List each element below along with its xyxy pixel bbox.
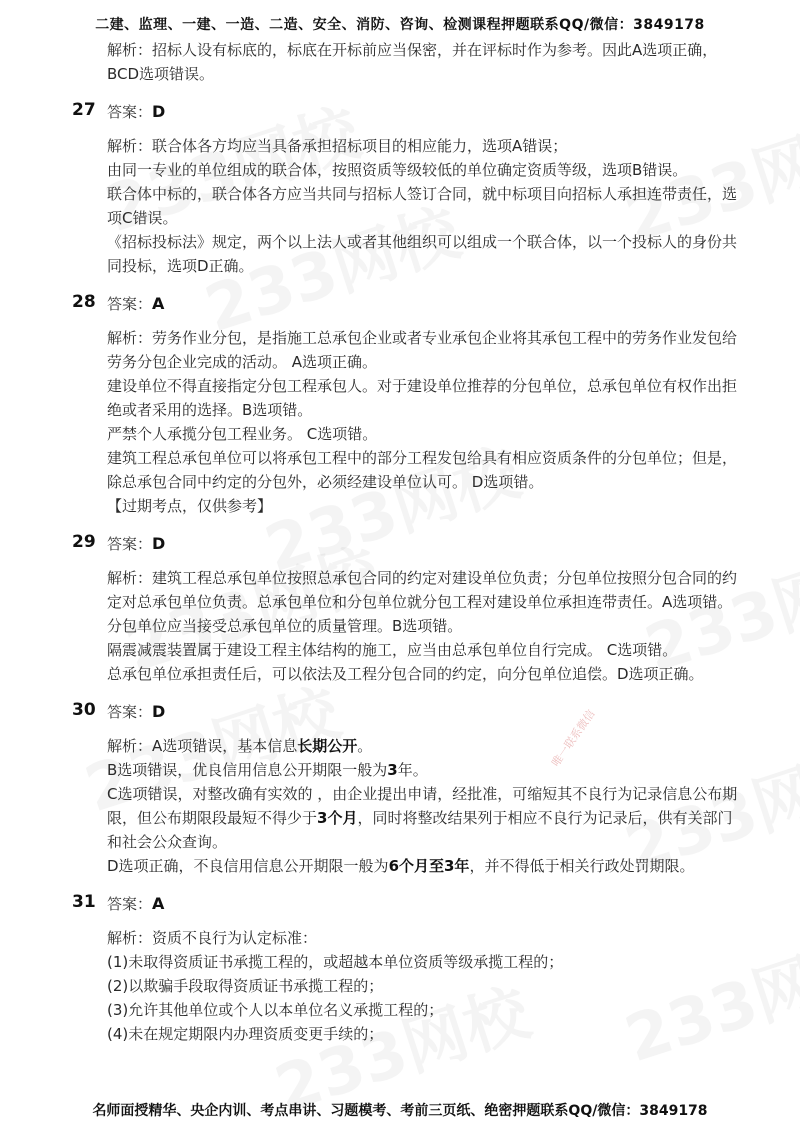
answer-label: 答案： bbox=[107, 703, 153, 721]
question-28-header bbox=[0, 292, 800, 316]
q31-line-3: (2)以欺骗手段取得资质证书承揽工程的； bbox=[107, 977, 384, 995]
q30-line-4 bbox=[107, 854, 747, 878]
answer-line bbox=[107, 101, 165, 122]
q28-line-1: 解析：劳务作业分包，是指施工总承包企业或者专业承包企业将其承包工程中的劳务作业发包给劳务分包企业完成的活动。 A选项正确。 bbox=[107, 329, 738, 371]
text: 。 bbox=[357, 737, 373, 755]
q29-line-3: 隔震减震装置属于建设工程主体结构的施工，应当由总承包单位自行完成。 C选项错。 bbox=[107, 641, 678, 659]
emphasis: 3个月 bbox=[317, 809, 358, 827]
question-number: 31 bbox=[72, 892, 96, 912]
answer-value: D bbox=[152, 534, 166, 553]
question-number: 30 bbox=[72, 700, 96, 720]
q28-note: 【过期考点，仅供参考】 bbox=[107, 497, 273, 515]
answer-line bbox=[107, 533, 165, 554]
answer-value: A bbox=[152, 894, 165, 913]
q29-line-1: 解析：建筑工程总承包单位按照总承包合同的约定对建设单位负责；分包单位按照分包合同的约定对总承包单位负责。总承包单位和分包单位就分包工程对建设单位承担连带责任。A选项错。 bbox=[107, 569, 738, 611]
emphasis: 长期公开 bbox=[297, 737, 358, 755]
q31-line-1: 解析：资质不良行为认定标准： bbox=[107, 929, 318, 947]
answer-value: A bbox=[152, 294, 165, 313]
question-31-header bbox=[0, 892, 800, 916]
q28-line-2: 建设单位不得直接指定分包工程承包人。对于建设单位推荐的分包单位，总承包单位有权作出拒绝或者采用的选择。B选项错。 bbox=[107, 377, 738, 419]
q30-line-3 bbox=[107, 782, 747, 854]
q28-line-4: 建筑工程总承包单位可以将承包工程中的部分工程发包给具有相应资质条件的分包单位；但是，除总承包合同中约定的分包外，必须经建设单位认可。 D选项错。 bbox=[107, 449, 738, 491]
document-body bbox=[0, 38, 800, 1046]
q31-line-4: (3)允许其他单位或个人以本单位名义承揽工程的； bbox=[107, 1001, 444, 1019]
text: ，并不得低于相关行政处罚期限。 bbox=[469, 857, 695, 875]
answer-value: D bbox=[152, 102, 166, 121]
answer-line bbox=[107, 893, 164, 914]
q31-line-2: (1)未取得资质证书承揽工程的，或超越本单位资质等级承揽工程的； bbox=[107, 953, 564, 971]
question-27-header bbox=[0, 100, 800, 124]
question-number: 28 bbox=[72, 292, 96, 312]
answer-line bbox=[107, 293, 164, 314]
q30-line-1 bbox=[107, 734, 747, 758]
intro-explanation: 解析：招标人设有标底的，标底在开标前应当保密，并在评标时作为参考。因此A选项正确，BCD选项错误。 bbox=[107, 41, 718, 83]
text: 解析：A选项错误，基本信息 bbox=[107, 737, 298, 755]
side-stamp: 唯一联系微信 bbox=[549, 707, 598, 770]
q27-line-2: 由同一专业的单位组成的联合体，按照资质等级较低的单位确定资质等级，选项B错误。 bbox=[107, 161, 688, 179]
q27-line-4: 《招标投标法》规定，两个以上法人或者其他组织可以组成一个联合体，以一个投标人的身份共同投标，选项D正确。 bbox=[107, 233, 738, 275]
q30-line-2 bbox=[107, 758, 747, 782]
q27-line-3: 联合体中标的，联合体各方应当共同与招标人签订合同，就中标项目向招标人承担连带责任，选项C错误。 bbox=[107, 185, 738, 227]
answer-line bbox=[107, 701, 165, 722]
text: C选项错误，对整改确有实效的 ，由企业提出申请，经批准，可缩短其不良行为记录信息公布期限，但公布期限段最短不得少于 bbox=[107, 785, 738, 827]
q28-line-3: 严禁个人承揽分包工程业务。 C选项错。 bbox=[107, 425, 378, 443]
text: ，同时将整改结果列于相应不良行为记录后，供有关部门和社会公众查询。 bbox=[107, 809, 733, 851]
answer-label: 答案： bbox=[107, 895, 153, 913]
question-30-header bbox=[0, 700, 800, 724]
page-header: 二建、监理、一建、一造、二造、安全、消防、咨询、检测课程押题联系QQ/微信：3849178 bbox=[95, 17, 705, 33]
question-29-header bbox=[0, 532, 800, 556]
answer-label: 答案： bbox=[107, 103, 153, 121]
question-number: 27 bbox=[72, 100, 96, 120]
q31-line-5: (4)未在规定期限内办理资质变更手续的； bbox=[107, 1025, 384, 1043]
emphasis: 3 bbox=[387, 761, 398, 779]
emphasis: 6个月至3年 bbox=[388, 857, 470, 875]
answer-label: 答案： bbox=[107, 535, 153, 553]
answer-label: 答案： bbox=[107, 295, 153, 313]
text: 年。 bbox=[397, 761, 428, 779]
page-footer: 名师面授精华、央企内训、考点串讲、习题模考、考前三页纸、绝密押题联系QQ/微信：3849178 bbox=[92, 1103, 708, 1119]
answer-value: D bbox=[152, 702, 166, 721]
question-number: 29 bbox=[72, 532, 96, 552]
q27-line-1: 解析：联合体各方均应当具备承担招标项目的相应能力，选项A错误； bbox=[107, 137, 568, 155]
text: B选项错误，优良信用信息公开期限一般为 bbox=[107, 761, 388, 779]
text: D选项正确，不良信用信息公开期限一般为 bbox=[107, 857, 389, 875]
q29-line-2: 分包单位应当接受总承包单位的质量管理。B选项错。 bbox=[107, 617, 463, 635]
q29-line-4: 总承包单位承担责任后，可以依法及工程分包合同的约定，向分包单位追偿。D选项正确。 bbox=[107, 665, 704, 683]
